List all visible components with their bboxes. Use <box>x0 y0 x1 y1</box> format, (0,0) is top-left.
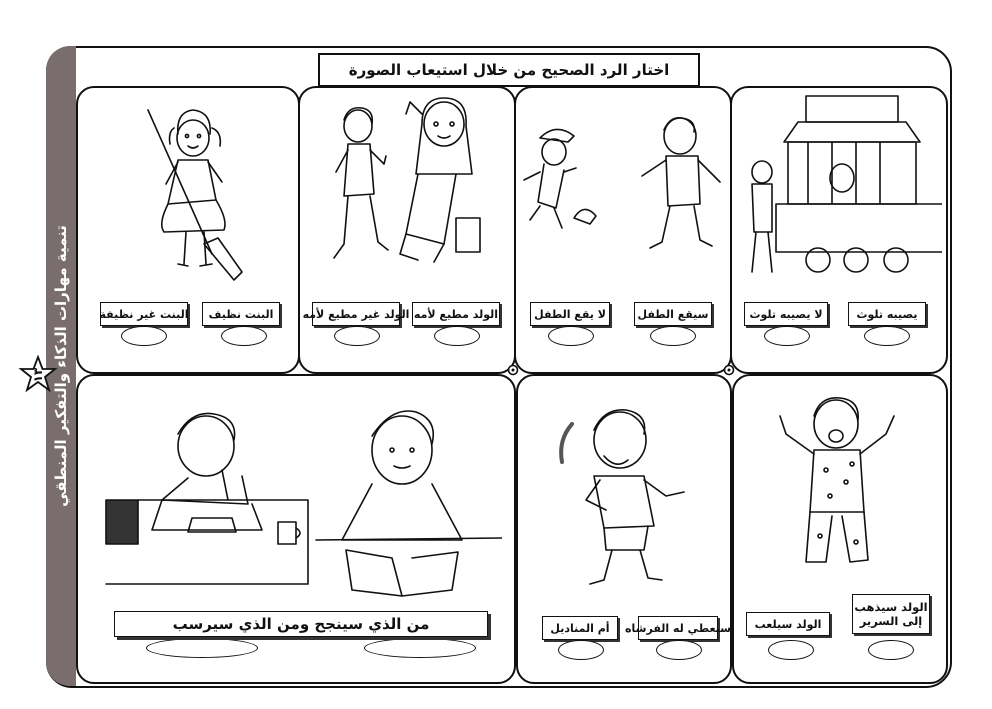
connector-icon <box>507 364 519 376</box>
boy-and-mother-illustration <box>326 94 496 274</box>
panel-obey <box>298 86 516 374</box>
answer-oval-will-play[interactable] <box>768 640 814 660</box>
option-child-will-fall[interactable]: سيقع الطفل <box>634 302 712 326</box>
banana-peel-boys-illustration <box>520 116 726 266</box>
answer-oval-girl-not-clean[interactable] <box>121 326 167 346</box>
answer-oval-study-left[interactable] <box>146 638 258 658</box>
option-gets-contaminated[interactable]: يصيبه تلوث <box>848 302 926 326</box>
answer-oval-boy-obedient[interactable] <box>434 326 480 346</box>
panel-girl <box>76 86 300 374</box>
option-girl-clean[interactable]: البنت نظيف <box>202 302 280 326</box>
panel-cart <box>730 86 948 374</box>
page-number: ١٣ <box>31 367 45 383</box>
yawning-boy-illustration <box>770 386 910 582</box>
answer-oval-contaminated[interactable] <box>864 326 910 346</box>
option-tissues[interactable]: أم المناديل <box>542 616 618 640</box>
side-label: تنمية مهارات الذكاء والتفكير المنطقي <box>52 225 71 507</box>
panel-study <box>76 374 516 684</box>
option-girl-not-clean[interactable]: البنت غير نظيفة <box>100 302 188 326</box>
panel-sneeze <box>516 374 732 684</box>
option-boy-not-obedient[interactable]: الولد غير مطيع لأمه <box>312 302 400 326</box>
answer-oval-girl-clean[interactable] <box>221 326 267 346</box>
option-boy-will-play[interactable]: الولد سيلعب <box>746 612 830 636</box>
panel-bedtime <box>732 374 948 684</box>
girl-sweeping-illustration <box>138 104 248 284</box>
option-not-contaminated[interactable]: لا يصيبه تلوث <box>744 302 828 326</box>
option-child-wont-fall[interactable]: لا يقع الطفل <box>530 302 610 326</box>
option-boy-go-to-bed[interactable]: الولد سيذهب إلى السرير <box>852 594 930 634</box>
option-boy-obedient[interactable]: الولد مطيع لأمه <box>412 302 500 326</box>
answer-oval-tissues[interactable] <box>558 640 604 660</box>
answer-oval-not-contaminated[interactable] <box>764 326 810 346</box>
answer-oval-will-fall[interactable] <box>650 326 696 346</box>
answer-oval-boy-not-obedient[interactable] <box>334 326 380 346</box>
answer-oval-give-brush[interactable] <box>656 640 702 660</box>
answer-oval-study-right[interactable] <box>364 638 476 658</box>
food-cart-illustration <box>736 92 942 282</box>
connector-icon <box>723 364 735 376</box>
panel-banana <box>514 86 732 374</box>
answer-oval-go-to-bed[interactable] <box>868 640 914 660</box>
study-question: من الذي سينجح ومن الذي سيرسب <box>114 611 488 637</box>
answer-oval-wont-fall[interactable] <box>548 326 594 346</box>
sneezing-boy-illustration <box>544 400 704 590</box>
page-number-star <box>18 355 58 395</box>
boys-studying-illustration <box>102 400 502 600</box>
option-give-brush[interactable]: سنعطي له الفرشاه <box>638 616 718 640</box>
page-title: اختار الرد الصحيح من خلال استيعاب الصورة <box>318 53 700 87</box>
